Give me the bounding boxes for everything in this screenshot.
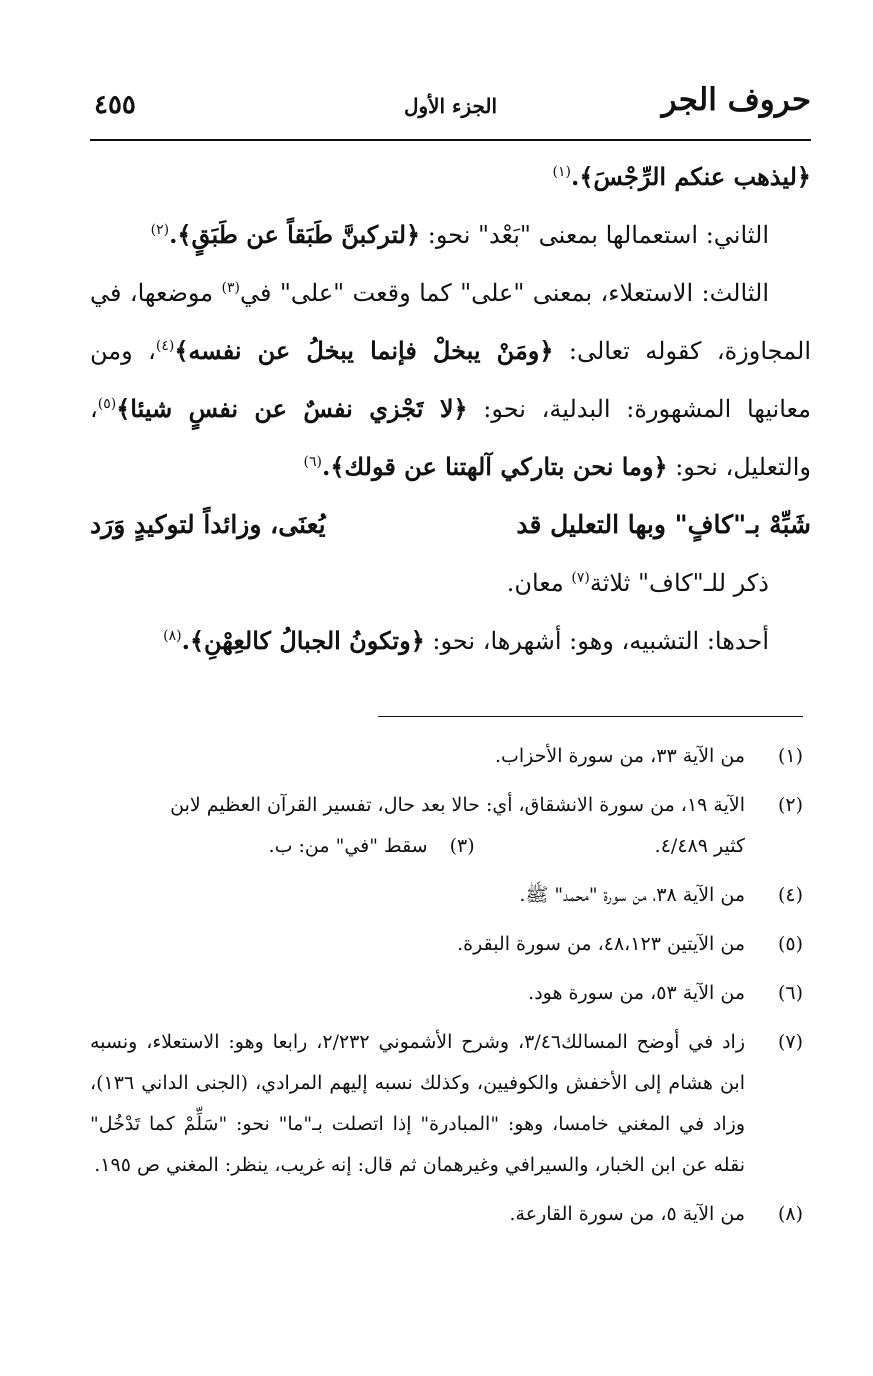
footnote-ref: (٣) <box>221 280 240 296</box>
paragraph-kaf <box>90 554 811 612</box>
running-header <box>90 78 811 128</box>
footnote-text: من الآية ٣٣، من سورة الأحزاب. <box>494 745 745 767</box>
paragraph-text: ، والتعليل، نحو: <box>90 395 811 481</box>
poem-hemistich-second: يُعنَى، وزائداً لتوكيدٍ وَرَد <box>90 510 326 539</box>
footnote-7 <box>90 1022 803 1186</box>
paragraph-text: أحدها: التشبيه، وهو: أشهرها، نحو: <box>432 627 769 655</box>
main-text <box>90 148 811 670</box>
paragraph-text: الثاني: استعمالها بمعنى "بَعْد" نحو: <box>427 221 769 249</box>
footnote-ref: (١) <box>552 164 571 180</box>
footnotes <box>90 736 803 1243</box>
header-divider <box>90 139 811 141</box>
paragraph-text: ذكر للـ"كاف" ثلاثة <box>589 569 769 597</box>
footnote-text: من الآية ٥، من سورة القارعة. <box>509 1203 745 1225</box>
footnote-text: من الآية ٥٣، من سورة هود. <box>528 982 745 1004</box>
page-number: ٤٥٥ <box>94 90 136 120</box>
paragraph-text: معان. <box>506 569 572 597</box>
footnote-5 <box>90 924 803 965</box>
footnote-number: (٤) <box>777 884 803 906</box>
footnote-divider <box>378 716 803 717</box>
verse-line <box>90 148 811 206</box>
footnote-2 <box>90 785 803 867</box>
footnote-text: كثير ٤/٤٨٩. <box>654 835 745 857</box>
volume-label: الجزء الأول <box>403 94 498 118</box>
chapter-title: حروف الجر <box>661 82 811 118</box>
footnote-number: (٢) <box>777 794 803 816</box>
paragraph-third <box>90 264 811 496</box>
footnote-number: (٥) <box>777 933 803 955</box>
quran-verse: ﴿ومَنْ يبخلْ فإنما يبخلُ عن نفسه﴾ <box>174 336 554 365</box>
footnote-text: زاد في أوضح المسالك٣/٤٦، وشرح الأشموني ٢/٢٣٢، رابعا وهو: الاستعلاء، ونسبه ابن هشام إلى الأخفش والكوفيين، وكذلك نسبه إليهم المرادي، (الجنى الداني ١٣٦)، وزاد في المغني خامسا، وهو: "المبادرة" إذا اتصلت بـ"ما" نحو: "سَلِّمْ كما تَدْخُل" نقله عن ابن الخبار، والسيرافي وغيرهمان ثم قال: إنه غريب، ينظر: المغني ص ١٩٥. <box>90 1031 745 1176</box>
paragraph-text: الثالث: الاستعلاء، بمعنى "على" كما وقعت "على" في <box>240 279 769 307</box>
footnote-ref: (٥) <box>97 396 117 412</box>
footnote-ref: (٢) <box>150 222 170 238</box>
footnote-1 <box>90 736 803 777</box>
footnote-8 <box>90 1194 803 1235</box>
paragraph-text: موضعها، في المجاوزة، كقوله تعالى: <box>90 279 811 365</box>
paragraph-text: ، ومن معانيها المشهورة: البدلية، نحو: <box>90 337 811 423</box>
footnote-ref: (٨) <box>163 628 182 644</box>
paragraph-second <box>90 206 811 264</box>
quran-verse: ﴿ليذهب عنكم الرِّجْسَ﴾. <box>570 162 811 191</box>
quran-verse: ﴿لتركبنَّ طَبَقاً عن طَبَقٍ﴾. <box>169 220 421 249</box>
footnote-3-text: سقط "في" من: ب. <box>268 835 428 857</box>
footnote-number: (٦) <box>777 982 803 1004</box>
quran-verse: ﴿وما نحن بتاركي آلهتنا عن قولك﴾. <box>322 452 668 481</box>
footnote-number: (٨) <box>777 1203 803 1225</box>
footnote-text: الآية ١٩، من سورة الانشقاق، أي: حالا بعد حال، تفسير القرآن العظيم لابن <box>170 794 745 816</box>
poem-hemistich-first: شَبِّهْ بـ"كافٍ" وبها التعليل قد <box>516 510 811 539</box>
footnote-number: (٧) <box>777 1031 803 1053</box>
quran-verse: ﴿وتكونُ الجبالُ كالعِهْنِ﴾. <box>181 626 425 655</box>
footnote-ref: (٧) <box>571 570 590 586</box>
footnote-text: من الآية ٣٨، من سورة "محمد" ﷺ. <box>519 884 745 906</box>
footnote-ref: (٦) <box>303 454 322 470</box>
footnote-6 <box>90 973 803 1014</box>
quran-verse: ﴿لا تَجْزي نفسٌ عن نفسٍ شيئا﴾ <box>116 394 468 423</box>
footnote-ref: (٤) <box>155 338 175 354</box>
footnote-4 <box>90 875 803 916</box>
poem-verse <box>90 496 811 554</box>
footnote-number: (٣) <box>449 835 475 857</box>
footnote-number: (١) <box>777 745 803 767</box>
paragraph-first-meaning <box>90 612 811 670</box>
footnote-text: من الآيتين ٤٨،١٢٣، من سورة البقرة. <box>457 933 745 955</box>
